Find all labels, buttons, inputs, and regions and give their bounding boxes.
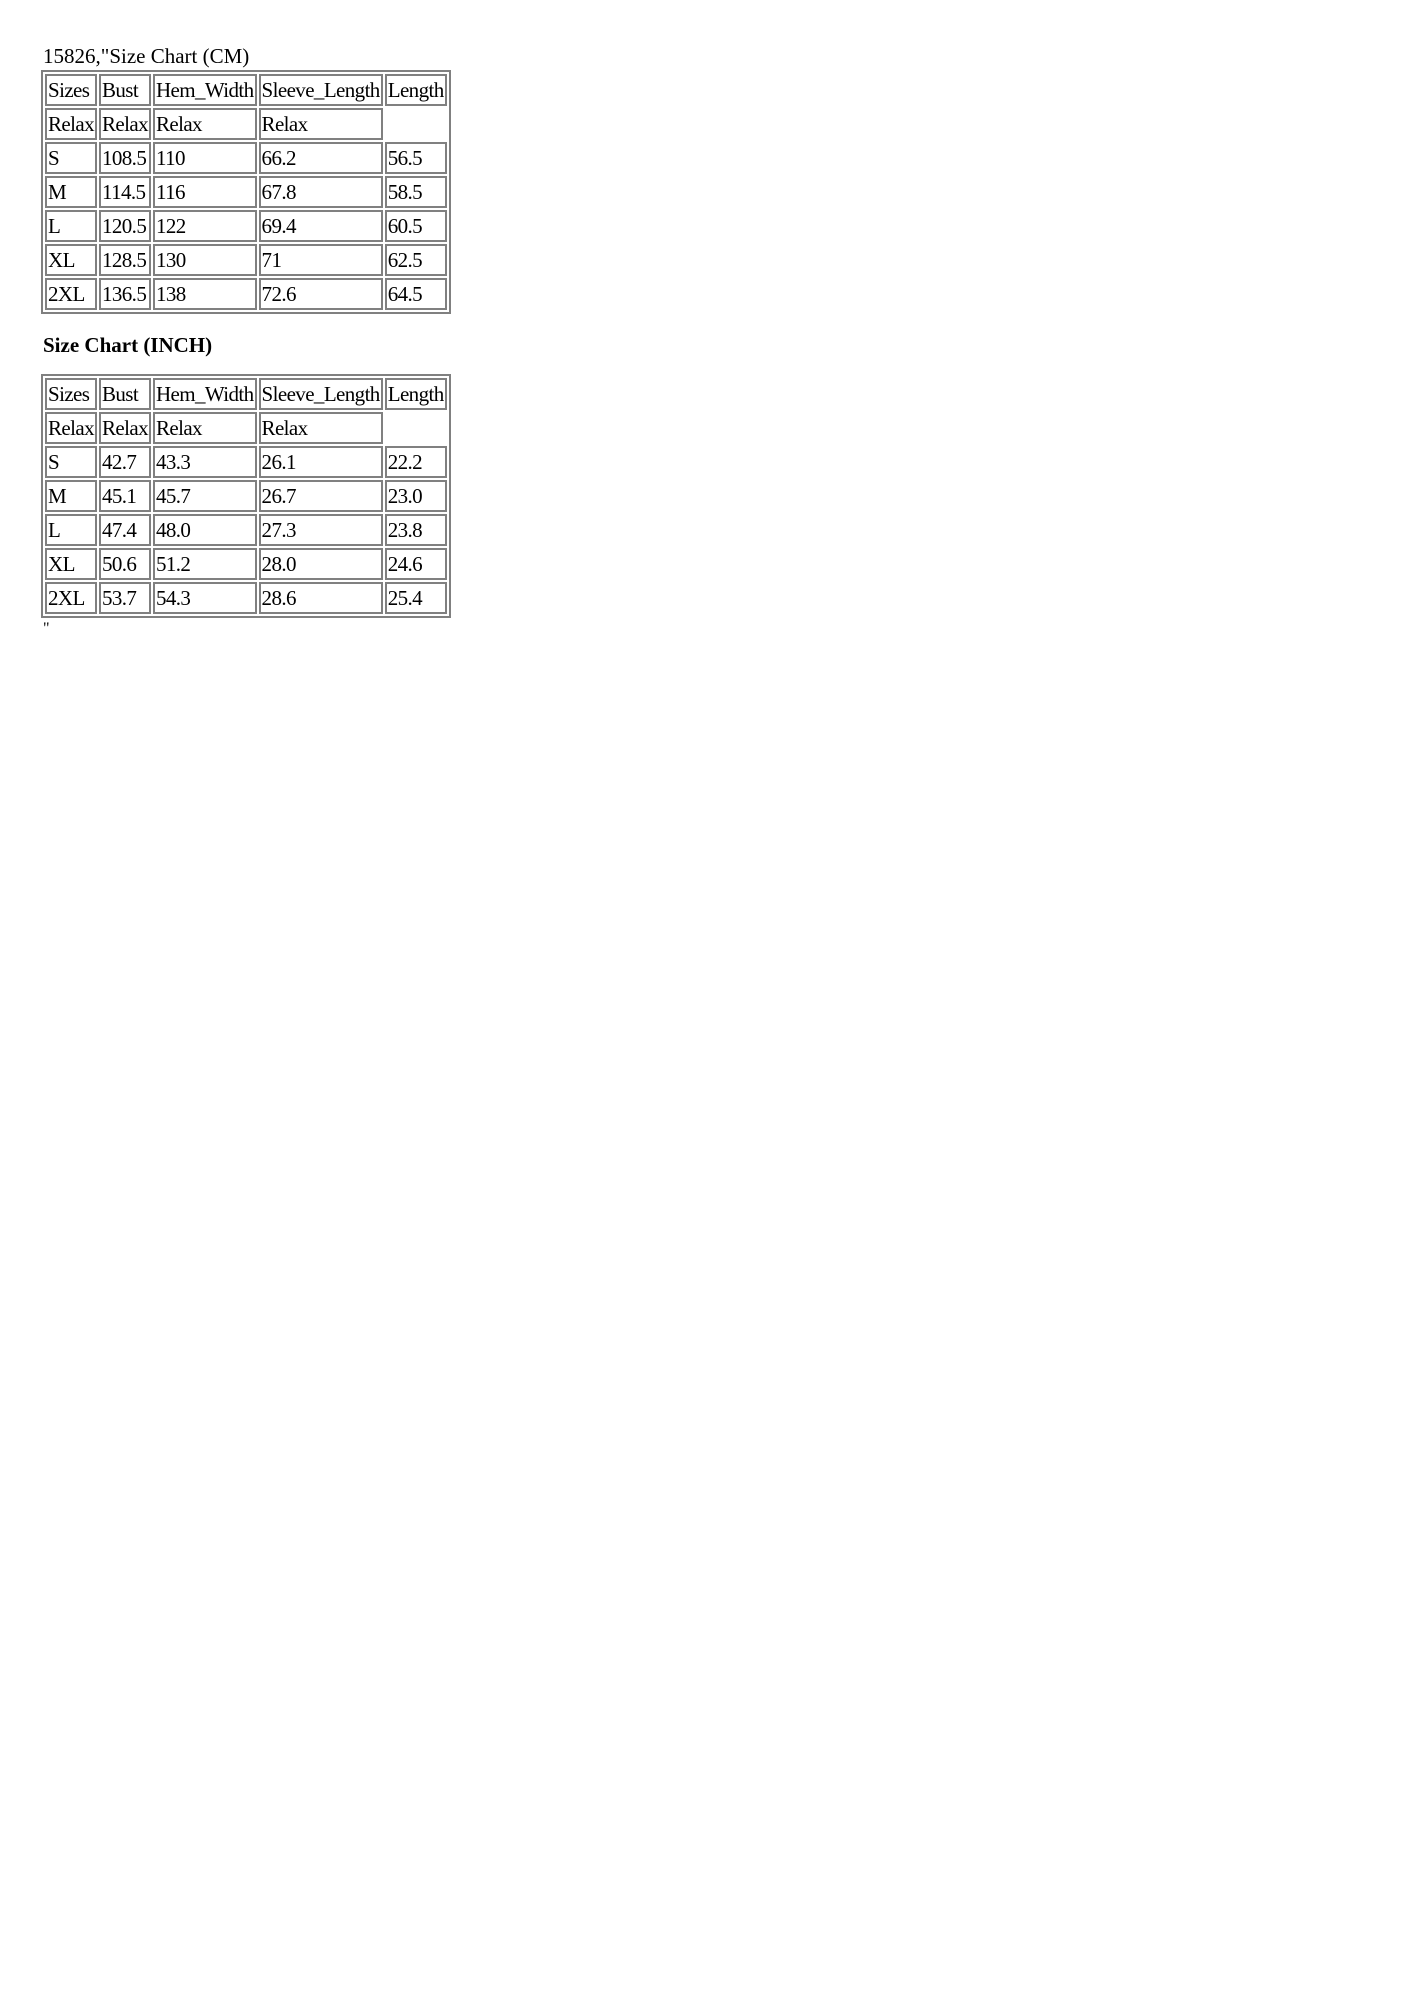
sleeve-length-cell: 71 xyxy=(259,244,383,276)
bust-cell: 42.7 xyxy=(99,446,151,478)
header-cell-bust: Bust xyxy=(99,378,151,410)
header-cell-sizes: Sizes xyxy=(45,74,97,106)
length-cell: 56.5 xyxy=(385,142,447,174)
length-cell: 23.0 xyxy=(385,480,447,512)
bust-cell: 136.5 xyxy=(99,278,151,310)
header-cell-hem-width: Hem_Width xyxy=(153,378,257,410)
size-cell: L xyxy=(45,210,97,242)
header-cell-sizes: Sizes xyxy=(45,378,97,410)
table-row xyxy=(45,548,447,580)
bust-cell: 53.7 xyxy=(99,582,151,614)
relax-cell-empty xyxy=(385,412,447,444)
length-cell: 62.5 xyxy=(385,244,447,276)
table-row xyxy=(45,446,447,478)
bust-cell: 108.5 xyxy=(99,142,151,174)
header-cell-sleeve-length: Sleeve_Length xyxy=(259,378,383,410)
sleeve-length-cell: 26.7 xyxy=(259,480,383,512)
table-row xyxy=(45,514,447,546)
sleeve-length-cell: 72.6 xyxy=(259,278,383,310)
relax-cell: Relax xyxy=(99,108,151,140)
cm-chart-heading: 15826,"Size Chart (CM) xyxy=(43,44,250,68)
bust-cell: 114.5 xyxy=(99,176,151,208)
relax-cell: Relax xyxy=(259,412,383,444)
hem-width-cell: 122 xyxy=(153,210,257,242)
relax-cell: Relax xyxy=(259,108,383,140)
size-cell: 2XL xyxy=(45,582,97,614)
header-cell-sleeve-length: Sleeve_Length xyxy=(259,74,383,106)
hem-width-cell: 138 xyxy=(153,278,257,310)
size-cell: M xyxy=(45,176,97,208)
header-cell-length: Length xyxy=(385,378,447,410)
sleeve-length-cell: 26.1 xyxy=(259,446,383,478)
sleeve-length-cell: 66.2 xyxy=(259,142,383,174)
sleeve-length-cell: 69.4 xyxy=(259,210,383,242)
header-cell-hem-width: Hem_Width xyxy=(153,74,257,106)
hem-width-cell: 116 xyxy=(153,176,257,208)
bust-cell: 128.5 xyxy=(99,244,151,276)
relax-cell: Relax xyxy=(45,108,97,140)
size-cell: S xyxy=(45,142,97,174)
inch-chart-heading: Size Chart (INCH) xyxy=(43,333,213,357)
sleeve-length-cell: 67.8 xyxy=(259,176,383,208)
table-relax-row xyxy=(45,412,447,444)
relax-cell: Relax xyxy=(153,108,257,140)
table-relax-row xyxy=(45,108,447,140)
length-cell: 60.5 xyxy=(385,210,447,242)
table-row xyxy=(45,210,447,242)
size-cell: XL xyxy=(45,548,97,580)
bust-cell: 120.5 xyxy=(99,210,151,242)
hem-width-cell: 43.3 xyxy=(153,446,257,478)
table-row xyxy=(45,142,447,174)
document-content xyxy=(43,44,451,638)
cm-size-table xyxy=(41,70,451,314)
table-header-row xyxy=(45,378,447,410)
sleeve-length-cell: 27.3 xyxy=(259,514,383,546)
length-cell: 58.5 xyxy=(385,176,447,208)
hem-width-cell: 130 xyxy=(153,244,257,276)
table-row xyxy=(45,480,447,512)
length-cell: 22.2 xyxy=(385,446,447,478)
hem-width-cell: 51.2 xyxy=(153,548,257,580)
length-cell: 64.5 xyxy=(385,278,447,310)
table-row xyxy=(45,278,447,310)
relax-cell: Relax xyxy=(153,412,257,444)
inch-size-table xyxy=(41,374,451,618)
bust-cell: 45.1 xyxy=(99,480,151,512)
length-cell: 24.6 xyxy=(385,548,447,580)
size-cell: S xyxy=(45,446,97,478)
size-cell: XL xyxy=(45,244,97,276)
size-cell: L xyxy=(45,514,97,546)
table-header-row xyxy=(45,74,447,106)
sleeve-length-cell: 28.6 xyxy=(259,582,383,614)
hem-width-cell: 48.0 xyxy=(153,514,257,546)
relax-cell-empty xyxy=(385,108,447,140)
bust-cell: 50.6 xyxy=(99,548,151,580)
relax-cell: Relax xyxy=(99,412,151,444)
length-cell: 23.8 xyxy=(385,514,447,546)
relax-cell: Relax xyxy=(45,412,97,444)
closing-quote-mark: " xyxy=(43,620,50,637)
table-row xyxy=(45,582,447,614)
header-cell-bust: Bust xyxy=(99,74,151,106)
table-row xyxy=(45,244,447,276)
hem-width-cell: 110 xyxy=(153,142,257,174)
size-cell: M xyxy=(45,480,97,512)
length-cell: 25.4 xyxy=(385,582,447,614)
header-cell-length: Length xyxy=(385,74,447,106)
hem-width-cell: 54.3 xyxy=(153,582,257,614)
hem-width-cell: 45.7 xyxy=(153,480,257,512)
table-row xyxy=(45,176,447,208)
size-cell: 2XL xyxy=(45,278,97,310)
sleeve-length-cell: 28.0 xyxy=(259,548,383,580)
bust-cell: 47.4 xyxy=(99,514,151,546)
